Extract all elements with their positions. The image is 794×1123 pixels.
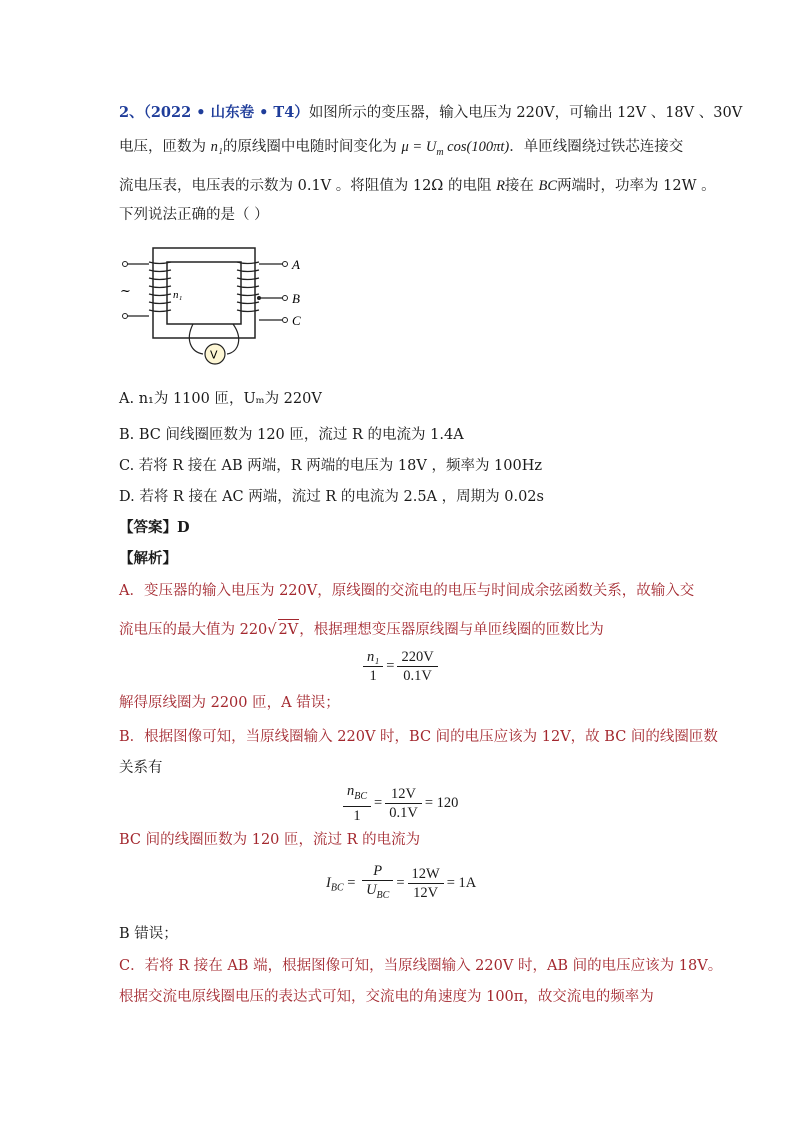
eq3-sub: BC [330, 882, 344, 894]
eq2-den-l: 1 [353, 807, 361, 824]
equation-2: $\frac{n_{BC}}{1}$ = $\frac{12V}{0.1V}$ = 120 [340, 782, 458, 825]
equation-3: $I_{BC}$ = $\frac{P}{U_{BC}}$ = $\frac{12W}{12V}$ = 1A [326, 863, 477, 901]
transformer-diagram [115, 240, 315, 370]
label-c: C [292, 313, 301, 328]
terminal-c [283, 318, 288, 323]
question-number: 2、 [119, 104, 144, 121]
eq2-result: = 120 [424, 794, 459, 811]
primary-terminal-bottom [123, 314, 128, 319]
analysis-a1: A．变压器的输入电压为 220V，原线圈的交流电的电压与时间成余弦函数关系，故输入交 [119, 583, 695, 599]
r-symbol: R [496, 178, 505, 194]
ac-source-symbol: ~ [120, 284, 131, 299]
analysis-b4: B 错误； [119, 926, 178, 942]
question-text-3: 流电压表，电压表的示数为 0.1V 。将阻值为 12Ω 的电阻 [119, 178, 492, 194]
analysis-b3: BC 间的线圈匝数为 120 匝，流过 R 的电流为 [119, 832, 421, 848]
option-c [119, 456, 542, 476]
question-line-1 [119, 103, 742, 123]
eq2-sub: BC [354, 790, 368, 802]
question-text-2c: ．单匝线圈绕过铁芯连接交 [509, 139, 684, 155]
question-line-4 [119, 205, 269, 225]
n1-symbol: n₁ [210, 139, 223, 155]
question-source: （2022 • 山东卷 • T4） [143, 104, 309, 121]
eq1-den-r: 0.1V [403, 668, 432, 684]
question-text-3c: 两端时，功率为 12W 。 [557, 178, 716, 194]
question-line-2 [119, 137, 683, 163]
eq3-den1: U [366, 882, 377, 898]
option-a [119, 389, 322, 409]
tap-b-dot [257, 296, 261, 300]
label-a: A [292, 257, 300, 272]
voltmeter-label: V [210, 348, 218, 362]
question-text-1: 如图所示的变压器，输入电压为 220V，可输出 12V 、18V 、30V [308, 105, 743, 121]
eq3-left: I [326, 874, 331, 891]
sqrt-radicand: 2V [278, 619, 300, 640]
question-text-2a: 电压，匝数为 [119, 139, 206, 155]
eq3-den2: 12V [413, 884, 439, 901]
terminal-a [283, 262, 288, 267]
option-a-text: A. n₁为 1100 匝，Uₘ为 220V [119, 391, 322, 407]
analysis-label: 【解析】 [119, 550, 177, 567]
equation-1: $\frac{\text{n₁}}{1}$ = $\frac{220V}{0.1V}$ [360, 648, 441, 685]
eq1-num-l: n₁ [363, 648, 383, 667]
answer-label: 【答案】D [119, 519, 190, 536]
analysis-a2 [119, 619, 604, 640]
n1-label: n₁ [173, 289, 183, 301]
bc-symbol: BC [538, 178, 558, 194]
option-d [119, 487, 544, 507]
eq2-den-r: 0.1V [389, 804, 418, 821]
eq3-result: = 1A [446, 874, 477, 891]
analysis-a2-part2: ，根据理想变压器原线圈与单匝线圈的匝数比为 [299, 622, 604, 638]
voltage-expression: $\mu = U_m$ cos(100πt) [401, 139, 510, 158]
option-c-text: C. 若将 R 接在 AB 两端，R 两端的电压为 18V ，频率为 100Hz [119, 458, 543, 474]
primary-terminal-top [123, 262, 128, 267]
eq3-den1-sub: BC [376, 889, 390, 901]
question-text-3b: 接在 [504, 178, 534, 194]
option-d-text: D. 若将 R 接在 AC 两端，流过 R 的电流为 2.5A ，周期为 0.02s [119, 489, 544, 505]
analysis-b2: 关系有 [119, 760, 163, 776]
terminal-b [283, 296, 288, 301]
analysis-b1: B．根据图像可知，当原线圈输入 220V 时，BC 间的电压应该为 12V，故 BC 间的线圈匝数 [119, 729, 718, 745]
sqrt-symbol: √ [267, 622, 277, 638]
analysis-a2-part1: 流电压的最大值为 220 [119, 622, 268, 638]
eq2-num-l: n [347, 783, 355, 799]
analysis-c2: 根据交流电原线圈电压的表达式可知，交流电的角速度为 100π，故交流电的频率为 [119, 989, 654, 1005]
eq1-num-r: 220V [397, 648, 437, 667]
eq2-num-r: 12V [385, 785, 422, 804]
question-text-4: 下列说法正确的是（ ） [119, 207, 269, 223]
question-line-3 [119, 176, 716, 196]
analysis-a3: 解得原线圈为 2200 匝，A 错误； [119, 695, 340, 711]
analysis-c1: C．若将 R 接在 AB 端，根据图像可知，当原线圈输入 220V 时，AB 间的电压应该为 18V。 [119, 958, 723, 974]
label-b: B [292, 291, 300, 306]
question-text-2b: 的原线圈中电随时间变化为 [222, 139, 397, 155]
option-b-text: B. BC 间线圈匝数为 120 匝，流过 R 的电流为 1.4A [119, 427, 464, 443]
eq3-num2: 12W [408, 865, 444, 884]
eq1-den-l: 1 [369, 668, 377, 684]
eq3-num1: P [362, 862, 393, 881]
option-b [119, 425, 464, 445]
